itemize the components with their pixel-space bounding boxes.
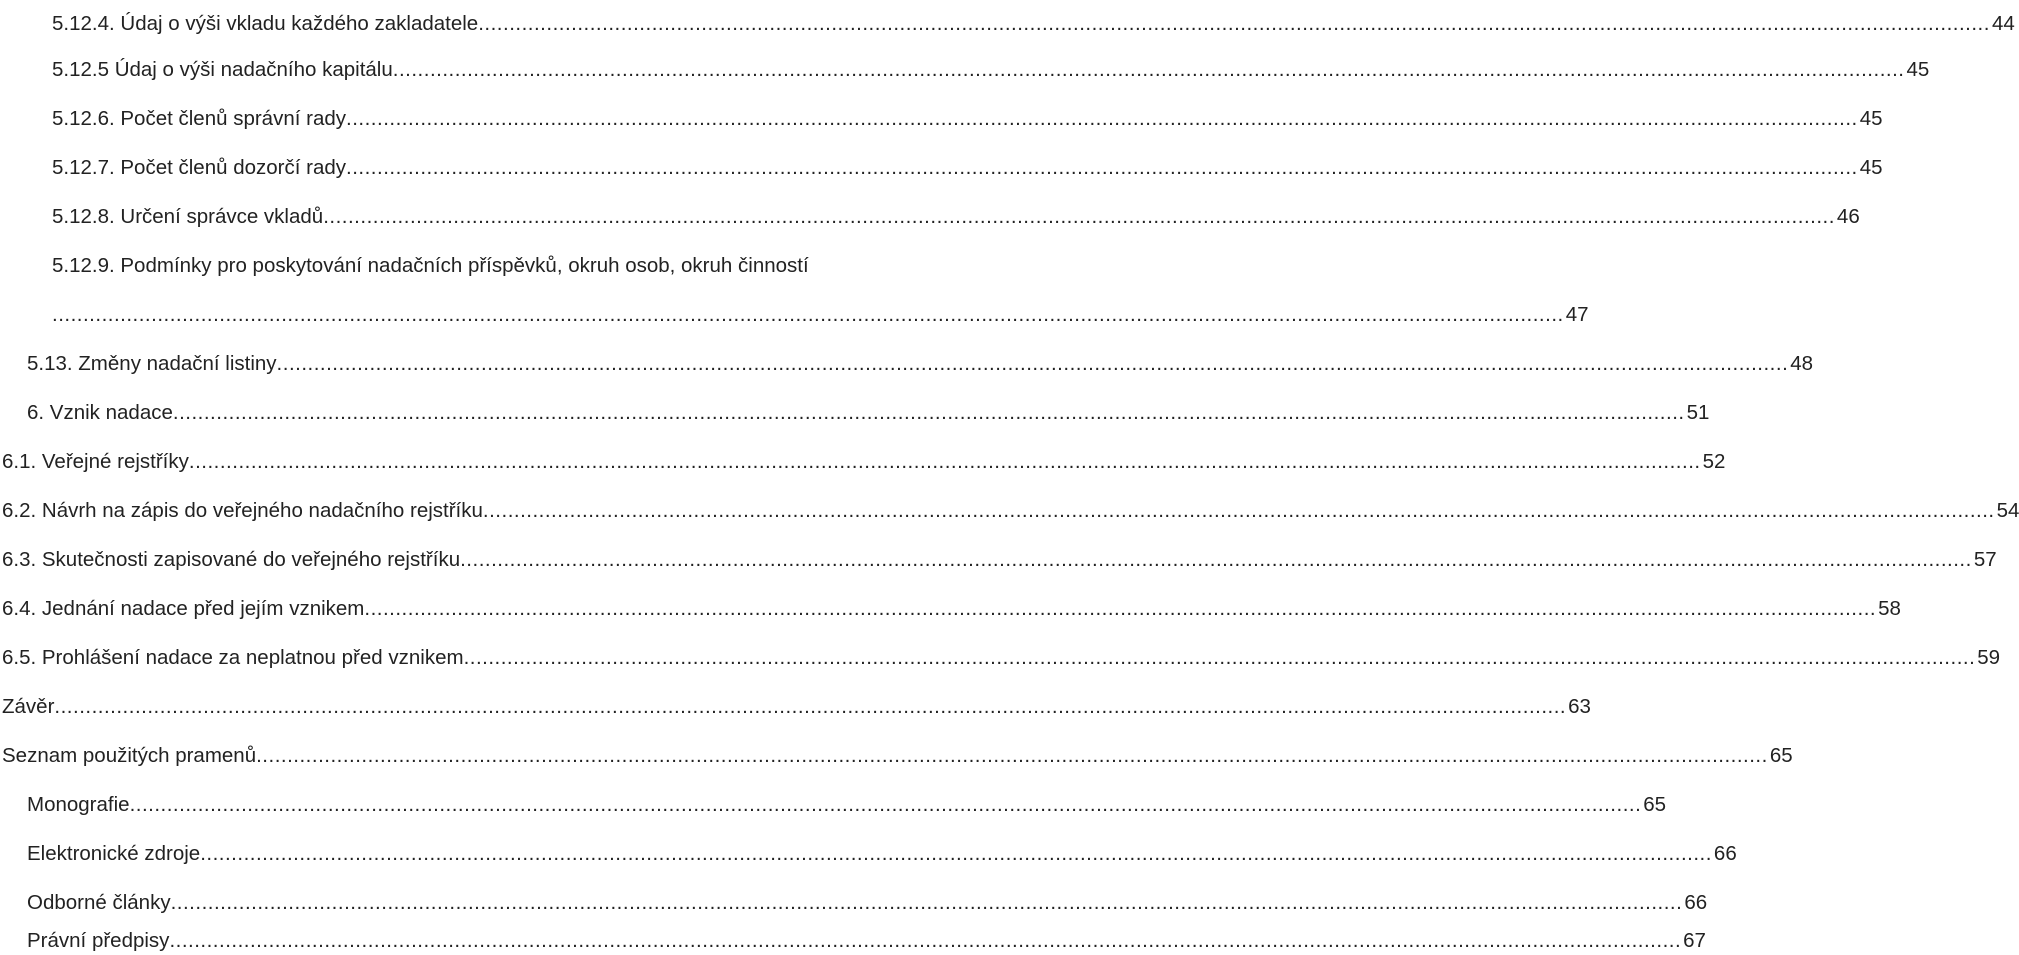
toc-entry[interactable] xyxy=(27,389,1710,425)
toc-entry[interactable] xyxy=(2,536,1997,572)
dot-leader: .................................................................................................................................................................................................................................................... xyxy=(52,303,1564,326)
dot-leader: .................................................................................................................................................................................................................................................... xyxy=(392,58,1905,81)
toc-entry[interactable] xyxy=(2,634,2001,670)
toc-entry-page: 45 xyxy=(1859,156,1883,179)
dot-leader: .................................................................................................................................................................................................................................................... xyxy=(346,107,1858,130)
toc-entry-title: 6.3. Skutečnosti zapisované do veřejného rejstříku xyxy=(2,548,461,571)
toc-entry-title: 5.12.5 Údaj o výši nadačního kapitálu xyxy=(52,58,393,81)
toc-entry-page: 58 xyxy=(1878,597,1901,620)
toc-entry-page: 46 xyxy=(1836,205,1860,228)
toc-entry[interactable] xyxy=(2,683,1591,719)
toc-entry[interactable] xyxy=(27,781,1667,817)
toc-entry-title: 6.2. Návrh na zápis do veřejného nadačního rejstříku xyxy=(2,499,483,522)
dot-leader: .................................................................................................................................................................................................................................................... xyxy=(188,450,1701,473)
toc-entry-page: 52 xyxy=(1702,450,1726,473)
toc-entry[interactable] xyxy=(52,242,954,278)
toc-entry-page: 63 xyxy=(1568,695,1591,718)
dot-leader: .................................................................................................................................................................................................................................................... xyxy=(478,12,1990,35)
toc-entry-page: 48 xyxy=(1790,352,1814,375)
dot-leader: .................................................................................................................................................................................................................................................... xyxy=(54,695,1567,718)
dot-leader: .................................................................................................................................................................................................................................................... xyxy=(346,156,1858,179)
toc-entry-title: 5.12.8. Určení správce vkladů xyxy=(52,205,324,228)
toc-entry-title: 5.12.9. Podmínky pro poskytování nadačních příspěvků, okruh osob, okruh činností xyxy=(52,254,809,277)
dot-leader: .................................................................................................................................................................................................................................................... xyxy=(200,842,1712,865)
toc-entry-page: 57 xyxy=(1973,548,1997,571)
toc-entry-page: 59 xyxy=(1977,646,2001,669)
toc-entry-page: 47 xyxy=(1565,303,1589,326)
toc-entry-title: 6.1. Veřejné rejstříky xyxy=(2,450,189,473)
toc-entry-page: 54 xyxy=(1996,499,2019,522)
toc-entry-title: 6.4. Jednání nadace před jejím vznikem xyxy=(2,597,365,620)
toc-entry-page: 65 xyxy=(1643,793,1667,816)
toc-entry[interactable] xyxy=(27,830,1737,866)
toc-entry[interactable] xyxy=(27,917,1706,953)
toc-entry[interactable] xyxy=(27,879,1708,915)
toc-entry-page: 51 xyxy=(1686,401,1710,424)
dot-leader: .................................................................................................................................................................................................................................................... xyxy=(276,352,1789,375)
toc-entry[interactable] xyxy=(52,193,1860,229)
dot-leader: .................................................................................................................................................................................................................................................... xyxy=(256,744,1768,767)
toc-entry-title: 6.5. Prohlášení nadace za neplatnou před vznikem xyxy=(2,646,464,669)
dot-leader: .................................................................................................................................................................................................................................................... xyxy=(482,499,1995,522)
toc-entry-title: Seznam použitých pramenů xyxy=(2,744,257,767)
toc-entry-title: 5.12.7. Počet členů dozorčí rady xyxy=(52,156,347,179)
toc-entry[interactable] xyxy=(52,144,1883,180)
dot-leader: .................................................................................................................................................................................................................................................... xyxy=(172,401,1685,424)
toc-entry-continuation[interactable] xyxy=(52,291,1589,327)
dot-leader: .................................................................................................................................................................................................................................................... xyxy=(463,646,1976,669)
toc-entry-page: 65 xyxy=(1769,744,1793,767)
toc-entry[interactable] xyxy=(52,0,2015,36)
toc-entry-title: Monografie xyxy=(27,793,130,816)
toc-entry-page: 45 xyxy=(1859,107,1883,130)
toc-entry-title: Právní předpisy xyxy=(27,929,170,952)
toc-entry-title: Odborné články xyxy=(27,891,171,914)
toc-entry-page: 67 xyxy=(1683,929,1706,952)
toc-entry-title: Závěr xyxy=(2,695,55,718)
toc-entry-title: 5.12.6. Počet členů správní rady xyxy=(52,107,347,130)
toc-entry[interactable] xyxy=(2,438,1726,474)
toc-entry-page: 45 xyxy=(1906,58,1930,81)
toc-entry[interactable] xyxy=(27,340,1814,376)
toc-entry[interactable] xyxy=(2,732,1793,768)
dot-leader: .................................................................................................................................................................................................................................................... xyxy=(364,597,1877,620)
toc-entry-page: 66 xyxy=(1684,891,1708,914)
toc-entry[interactable] xyxy=(2,487,2019,523)
toc-entry[interactable] xyxy=(52,95,1883,131)
dot-leader: .................................................................................................................................................................................................................................................... xyxy=(129,793,1642,816)
toc-entry-title: 5.13. Změny nadační listiny xyxy=(27,352,277,375)
toc-entry-title: Elektronické zdroje xyxy=(27,842,201,865)
dot-leader: .................................................................................................................................................................................................................................................... xyxy=(323,205,1835,228)
dot-leader: .................................................................................................................................................................................................................................................... xyxy=(170,891,1683,914)
dot-leader: .................................................................................................................................................................................................................................................... xyxy=(460,548,1972,571)
toc-entry[interactable] xyxy=(2,585,1901,621)
toc-entry[interactable] xyxy=(52,46,1930,82)
toc-entry-title: 5.12.4. Údaj o výši vkladu každého zakladatele xyxy=(52,12,479,35)
toc-entry-page: 66 xyxy=(1713,842,1737,865)
toc-entry-page: 44 xyxy=(1991,12,2015,35)
dot-leader: .................................................................................................................................................................................................................................................... xyxy=(169,929,1682,952)
toc-entry-title: 6. Vznik nadace xyxy=(27,401,173,424)
